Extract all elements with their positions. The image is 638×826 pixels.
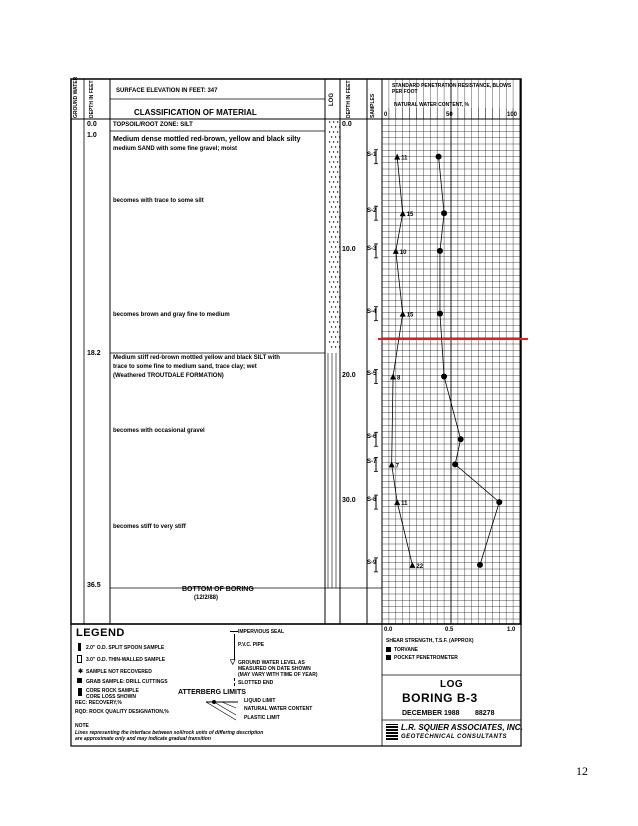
log-pattern-dot xyxy=(339,186,340,187)
company-logo-icon xyxy=(386,724,398,740)
log-pattern-dot xyxy=(339,136,340,137)
log-pattern-dot xyxy=(333,341,334,342)
log-pattern-dot xyxy=(333,291,334,292)
log-pattern-dot xyxy=(337,121,338,122)
log-pattern-dot xyxy=(339,206,340,207)
torvane-icon xyxy=(386,647,391,652)
legend-item: RQD: ROCK QUALITY DESIGNATION,% xyxy=(75,709,169,715)
pocket-pen-icon xyxy=(386,655,391,660)
boring-id: BORING B-3 xyxy=(402,691,478,705)
torvane-label: TORVANE xyxy=(394,647,418,653)
log-pattern-dot xyxy=(331,296,332,297)
log-pattern-dot xyxy=(335,126,336,127)
log-pattern-dot xyxy=(331,126,332,127)
log-label: LOG xyxy=(440,679,464,690)
log-pattern-dot xyxy=(331,276,332,277)
legend-liquid: LIQUID LIMIT xyxy=(244,698,276,704)
log-pattern-dot xyxy=(331,346,332,347)
bottom-date: (12/2/88) xyxy=(194,595,219,601)
strata-desc: Medium stiff red-brown mottled yellow and black SILT with xyxy=(113,355,280,361)
log-column-pattern xyxy=(329,121,340,347)
shear-scale: 0.5 xyxy=(445,627,454,633)
legend-plastic: PLASTIC LIMIT xyxy=(244,715,280,721)
log-pattern-dot xyxy=(335,156,336,157)
header-log: LOG xyxy=(329,93,335,106)
log-pattern-dot xyxy=(337,181,338,182)
header-groundwater: GROUND WATER xyxy=(73,76,79,118)
sample-id: S-3 xyxy=(367,245,377,252)
log-pattern-dot xyxy=(329,271,330,272)
note-line: Lines representing the interface between soil/rock units of differing description xyxy=(75,730,264,736)
pocket-pen-label: POCKET PENETROMETER xyxy=(394,655,458,661)
log-pattern-dot xyxy=(331,166,332,167)
spt-label: 11 xyxy=(401,501,408,508)
log-pattern-dot xyxy=(337,261,338,262)
log-pattern-dot xyxy=(337,171,338,172)
log-pattern-dot xyxy=(331,236,332,237)
log-pattern-dot xyxy=(339,276,340,277)
sample-id: S-6 xyxy=(367,434,377,441)
log-pattern-dot xyxy=(335,206,336,207)
shear-scale: 0.0 xyxy=(384,627,393,633)
legend-item: 3.0" O.D. THIN-WALLED SAMPLE xyxy=(86,657,166,663)
log-pattern-dot xyxy=(331,156,332,157)
log-pattern-dot xyxy=(329,251,330,252)
scale-label-50: 50 xyxy=(446,112,453,118)
log-pattern-dot xyxy=(337,201,338,202)
strata-desc: becomes brown and gray fine to medium xyxy=(113,312,230,318)
log-pattern-dot xyxy=(329,311,330,312)
log-pattern-dot xyxy=(333,231,334,232)
log-pattern-dot xyxy=(337,271,338,272)
log-pattern-dot xyxy=(339,326,340,327)
depth-mark: 0.0 xyxy=(342,121,352,128)
log-pattern-dot xyxy=(333,141,334,142)
log-pattern-dot xyxy=(339,286,340,287)
log-pattern-dot xyxy=(335,186,336,187)
header-depth: DEPTH IN FEET xyxy=(89,80,95,118)
log-pattern-dot xyxy=(339,306,340,307)
log-pattern-dot xyxy=(339,236,340,237)
log-pattern-dot xyxy=(337,161,338,162)
log-pattern-dot xyxy=(333,261,334,262)
strata-desc: TOPSOIL/ROOT ZONE: SILT xyxy=(113,122,193,128)
log-pattern-dot xyxy=(331,316,332,317)
log-pattern-dot xyxy=(331,176,332,177)
shear-title: SHEAR STRENGTH, T.S.F. (APPROX) xyxy=(386,638,474,644)
log-pattern-dot xyxy=(337,291,338,292)
log-pattern-dot xyxy=(333,131,334,132)
core-sample-icon xyxy=(78,688,82,696)
log-pattern-dot xyxy=(335,176,336,177)
legend-item: P.V.C. PIPE xyxy=(238,642,265,648)
log-pattern-dot xyxy=(331,336,332,337)
legend-item: MEASURED ON DATE SHOWN xyxy=(238,666,311,672)
water-level-icon: ▽ xyxy=(230,659,236,666)
log-pattern-dot xyxy=(333,251,334,252)
spt-label: 15 xyxy=(406,212,414,219)
log-pattern-dot xyxy=(335,216,336,217)
spt-title: STANDARD PENETRATION RESISTANCE, BLOWS PER FOOT xyxy=(392,83,512,95)
log-pattern-dot xyxy=(337,301,338,302)
log-pattern-dot xyxy=(331,146,332,147)
legend-item: CORE ROCK SAMPLE xyxy=(86,688,139,694)
spt-label: 22 xyxy=(416,563,424,570)
surface-elevation: SURFACE ELEVATION IN FEET: 347 xyxy=(116,88,218,94)
log-pattern-dot xyxy=(329,161,330,162)
legend-item: IMPERVIOUS SEAL xyxy=(238,629,285,635)
log-pattern-dot xyxy=(333,221,334,222)
strata-desc: Medium dense mottled red-brown, yellow and black silty xyxy=(113,136,301,143)
log-pattern-dot xyxy=(339,196,340,197)
legend-item: GROUND WATER LEVEL AS xyxy=(238,660,305,666)
sample-id: S-9 xyxy=(367,559,377,566)
log-pattern-dot xyxy=(329,131,330,132)
legend-item: REC: RECOVERY,% xyxy=(75,700,122,706)
log-pattern-dot xyxy=(337,241,338,242)
company-name: L.R. SQUIER ASSOCIATES, INC. xyxy=(401,723,523,732)
water-content-title: NATURAL WATER CONTENT, % xyxy=(394,102,469,108)
strata-depth: 18.2 xyxy=(87,350,101,357)
report-date: DECEMBER 1988 xyxy=(402,710,460,717)
log-pattern-dot xyxy=(337,141,338,142)
spt-label: 8 xyxy=(397,375,401,382)
log-pattern-dot xyxy=(329,341,330,342)
note-line: are approximate only and may indicate gradual transition xyxy=(75,736,211,742)
water-content-line xyxy=(439,157,500,565)
log-pattern-dot xyxy=(329,231,330,232)
log-pattern-dot xyxy=(335,226,336,227)
legend-item: SLOTTED END xyxy=(238,680,274,686)
log-pattern-dot xyxy=(333,171,334,172)
log-pattern-dot xyxy=(339,156,340,157)
depth-mark: 10.0 xyxy=(342,246,356,253)
log-pattern-dot xyxy=(337,331,338,332)
log-pattern-dot xyxy=(335,336,336,337)
log-pattern-dot xyxy=(333,321,334,322)
strata-desc: becomes with occasional gravel xyxy=(113,428,205,434)
log-pattern-dot xyxy=(339,266,340,267)
log-pattern-dot xyxy=(329,121,330,122)
company-sub: GEOTECHNICAL CONSULTANTS xyxy=(401,734,507,740)
log-pattern-dot xyxy=(331,266,332,267)
log-pattern-dot xyxy=(337,131,338,132)
log-pattern-dot xyxy=(335,296,336,297)
log-pattern-dot xyxy=(331,306,332,307)
log-pattern-dot xyxy=(339,226,340,227)
impervious-seal-icon xyxy=(230,631,238,632)
log-pattern-dot xyxy=(335,316,336,317)
not-recovered-icon: ✱ xyxy=(78,669,84,675)
log-pattern-dot xyxy=(339,256,340,257)
log-pattern-dot xyxy=(335,196,336,197)
strata-depth: 1.0 xyxy=(87,132,97,139)
log-pattern-dot xyxy=(329,241,330,242)
log-pattern-dot xyxy=(337,251,338,252)
classification-title: CLASSIFICATION OF MATERIAL xyxy=(134,108,257,117)
log-pattern-dot xyxy=(329,331,330,332)
grab-sample-icon xyxy=(77,678,82,683)
log-pattern-dot xyxy=(335,236,336,237)
sample-id: S-5 xyxy=(367,371,377,378)
legend-item: (MAY VARY WITH TIME OF YEAR) xyxy=(238,672,318,678)
bottom-of-boring: BOTTOM OF BORING xyxy=(182,586,254,593)
legend-item: CORE LOSS SHOWN xyxy=(86,694,137,700)
log-pattern-dot xyxy=(331,226,332,227)
spt-label: 10 xyxy=(399,249,407,256)
atterberg-diagram-icon xyxy=(202,698,242,722)
log-pattern-dot xyxy=(339,146,340,147)
log-pattern-dot xyxy=(339,346,340,347)
log-pattern-dot xyxy=(329,151,330,152)
spt-label: 15 xyxy=(406,312,414,319)
log-pattern-dot xyxy=(333,331,334,332)
log-pattern-dot xyxy=(337,281,338,282)
strata-desc: becomes with trace to some silt xyxy=(113,198,204,204)
slotted-end-icon xyxy=(234,678,236,686)
log-pattern-dot xyxy=(329,171,330,172)
strata-desc: becomes stiff to very stiff xyxy=(113,524,186,530)
log-pattern-dot xyxy=(329,181,330,182)
strata-desc: trace to some fine to medium sand, trace clay; wet xyxy=(113,364,257,370)
log-pattern-dot xyxy=(331,286,332,287)
boring-log-sheet xyxy=(70,78,522,748)
log-pattern-dot xyxy=(339,176,340,177)
log-pattern-dot xyxy=(335,246,336,247)
legend-natural: NATURAL WATER CONTENT xyxy=(244,706,313,712)
thin-walled-icon xyxy=(77,655,82,663)
pvc-pipe-icon xyxy=(234,634,235,660)
log-pattern-dot xyxy=(337,341,338,342)
scale-label-0: 0 xyxy=(384,112,388,118)
log-pattern-dot xyxy=(329,301,330,302)
log-pattern-dot xyxy=(337,211,338,212)
log-pattern-dot xyxy=(329,191,330,192)
atterberg-title: ATTERBERG LIMITS xyxy=(178,689,246,696)
log-pattern-dot xyxy=(339,126,340,127)
log-pattern-dot xyxy=(329,291,330,292)
log-pattern-dot xyxy=(333,311,334,312)
log-pattern-dot xyxy=(331,256,332,257)
log-pattern-dot xyxy=(329,321,330,322)
log-pattern-dot xyxy=(329,141,330,142)
legend-item: GRAB SAMPLE: DRILL CUTTINGS xyxy=(86,679,168,685)
depth-mark: 20.0 xyxy=(342,372,356,379)
shear-scale: 1.0 xyxy=(507,627,516,633)
log-pattern-dot xyxy=(337,191,338,192)
log-pattern-dot xyxy=(339,296,340,297)
log-pattern-dot xyxy=(333,271,334,272)
page-number: 12 xyxy=(576,764,588,778)
log-pattern-dot xyxy=(331,186,332,187)
log-pattern-dot xyxy=(337,311,338,312)
log-pattern-dot xyxy=(339,216,340,217)
log-pattern-dot xyxy=(333,281,334,282)
log-pattern-dot xyxy=(335,346,336,347)
note-title: NOTE xyxy=(75,723,89,729)
depth-mark: 30.0 xyxy=(342,497,356,504)
spt-label: 11 xyxy=(401,155,408,162)
log-pattern-dot xyxy=(333,301,334,302)
log-pattern-dot xyxy=(335,266,336,267)
log-pattern-dot xyxy=(339,166,340,167)
strata-desc: medium SAND with some fine gravel; moist xyxy=(113,146,238,152)
log-pattern-dot xyxy=(333,121,334,122)
log-pattern-dot xyxy=(335,306,336,307)
log-pattern-dot xyxy=(333,181,334,182)
log-pattern-dot xyxy=(329,221,330,222)
log-pattern-dot xyxy=(339,336,340,337)
spt-label: 7 xyxy=(395,463,400,470)
log-pattern-dot xyxy=(333,201,334,202)
sample-id: S-8 xyxy=(367,497,377,504)
legend-title: LEGEND xyxy=(76,627,125,639)
log-pattern-dot xyxy=(335,276,336,277)
log-pattern-dot xyxy=(335,286,336,287)
sample-id: S-1 xyxy=(367,151,377,158)
header-depth2: DEPTH IN FEET xyxy=(346,80,352,118)
log-pattern-dot xyxy=(337,321,338,322)
log-pattern-dot xyxy=(329,201,330,202)
log-pattern-dot xyxy=(333,151,334,152)
log-pattern-dot xyxy=(339,316,340,317)
sample-id: S-2 xyxy=(367,208,377,215)
log-pattern-dot xyxy=(337,231,338,232)
log-pattern-dot xyxy=(335,136,336,137)
log-pattern-dot xyxy=(335,326,336,327)
log-pattern-dot xyxy=(331,246,332,247)
log-pattern-dot xyxy=(329,281,330,282)
scale-label-100: 100 xyxy=(507,112,518,118)
legend-item: 2.0" O.D. SPLIT SPOON SAMPLE xyxy=(86,645,165,651)
strata-depth: 0.0 xyxy=(87,121,97,128)
sample-id: S-7 xyxy=(367,459,377,466)
log-pattern-dot xyxy=(335,256,336,257)
log-pattern-dot xyxy=(333,191,334,192)
log-pattern-dot xyxy=(329,261,330,262)
strata-desc: (Weathered TROUTDALE FORMATION) xyxy=(113,373,224,379)
job-number: 88278 xyxy=(475,710,495,717)
log-pattern-dot xyxy=(339,246,340,247)
log-pattern-dot xyxy=(335,166,336,167)
plot-series xyxy=(389,154,503,570)
split-spoon-icon xyxy=(78,643,81,651)
log-pattern-dot xyxy=(329,211,330,212)
log-pattern-dot xyxy=(337,221,338,222)
log-pattern-dot xyxy=(331,136,332,137)
legend-item: SAMPLE NOT RECOVERED xyxy=(86,669,152,675)
log-pattern-dot xyxy=(333,241,334,242)
log-pattern-dot xyxy=(335,146,336,147)
log-pattern-dot xyxy=(331,216,332,217)
log-pattern-dot xyxy=(331,326,332,327)
sample-id: S-4 xyxy=(367,308,377,315)
header-samples: SAMPLES xyxy=(370,93,376,118)
red-marker-line xyxy=(378,338,528,340)
log-pattern-dot xyxy=(331,206,332,207)
strata-depth: 36.5 xyxy=(87,582,101,589)
log-pattern-dot xyxy=(331,196,332,197)
log-pattern-dot xyxy=(337,151,338,152)
log-pattern-dot xyxy=(333,161,334,162)
log-pattern-dot xyxy=(333,211,334,212)
